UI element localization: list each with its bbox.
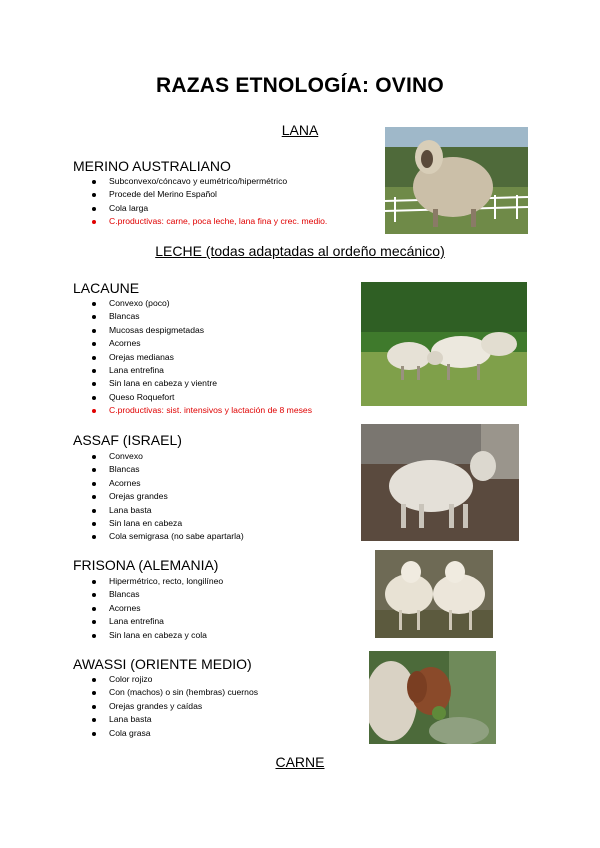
frisona-sheep-photo <box>375 550 493 638</box>
feature-item: Cola larga <box>73 202 327 215</box>
feature-list-merino <box>73 175 327 229</box>
feature-list-frisona <box>73 575 223 642</box>
feature-item: Acornes <box>73 337 312 350</box>
feature-item: Convexo (poco) <box>73 297 312 310</box>
merino-sheep-photo <box>385 127 528 234</box>
feature-item: Blancas <box>73 588 223 601</box>
breed-name-awassi: AWASSI (ORIENTE MEDIO) <box>73 656 252 672</box>
feature-item: Sin lana en cabeza <box>73 517 244 530</box>
feature-list-assaf <box>73 450 244 544</box>
feature-item: Queso Roquefort <box>73 391 312 404</box>
feature-item: Sin lana en cabeza y cola <box>73 629 223 642</box>
feature-item: Hipermétrico, recto, longilíneo <box>73 575 223 588</box>
feature-item: Lana basta <box>73 713 258 726</box>
section-heading-leche: LECHE (todas adaptadas al ordeño mecánico) <box>155 243 445 259</box>
feature-item: Blancas <box>73 463 244 476</box>
feature-item: Blancas <box>73 310 312 323</box>
assaf-sheep-photo <box>361 424 519 541</box>
feature-item: Con (machos) o sin (hembras) cuernos <box>73 686 258 699</box>
feature-item: Sin lana en cabeza y vientre <box>73 377 312 390</box>
feature-list-awassi <box>73 673 258 740</box>
feature-item: Orejas grandes y caídas <box>73 700 258 713</box>
feature-item: Acornes <box>73 602 223 615</box>
breed-name-merino: MERINO AUSTRALIANO <box>73 158 231 174</box>
section-heading-lana: LANA <box>281 122 319 138</box>
feature-item: Cola grasa <box>73 727 258 740</box>
feature-item-productive: C.productivas: sist. intensivos y lactación de 8 meses <box>73 404 312 417</box>
feature-item: Orejas medianas <box>73 351 312 364</box>
feature-item: Convexo <box>73 450 244 463</box>
feature-item: Procede del Merino Español <box>73 188 327 201</box>
feature-item: Mucosas despigmetadas <box>73 324 312 337</box>
feature-item: Orejas grandes <box>73 490 244 503</box>
feature-item: Acornes <box>73 477 244 490</box>
breed-name-assaf: ASSAF (ISRAEL) <box>73 432 182 448</box>
feature-item: Lana basta <box>73 504 244 517</box>
awassi-sheep-photo <box>369 651 496 744</box>
breed-name-frisona: FRISONA (ALEMANIA) <box>73 557 219 573</box>
lacaune-sheep-photo <box>361 282 527 406</box>
feature-item-productive: C.productivas: carne, poca leche, lana fina y crec. medio. <box>73 215 327 228</box>
section-heading-carne: CARNE <box>275 754 325 770</box>
page-title: RAZAS ETNOLOGÍA: OVINO <box>156 74 444 97</box>
feature-item: Lana entrefina <box>73 615 223 628</box>
feature-item: Lana entrefina <box>73 364 312 377</box>
breed-name-lacaune: LACAUNE <box>73 280 140 296</box>
feature-item: Color rojizo <box>73 673 258 686</box>
feature-item: Cola semigrasa (no sabe apartarla) <box>73 530 244 543</box>
feature-list-lacaune <box>73 297 312 418</box>
feature-item: Subconvexo/cóncavo y eumétrico/hipermétrico <box>73 175 327 188</box>
